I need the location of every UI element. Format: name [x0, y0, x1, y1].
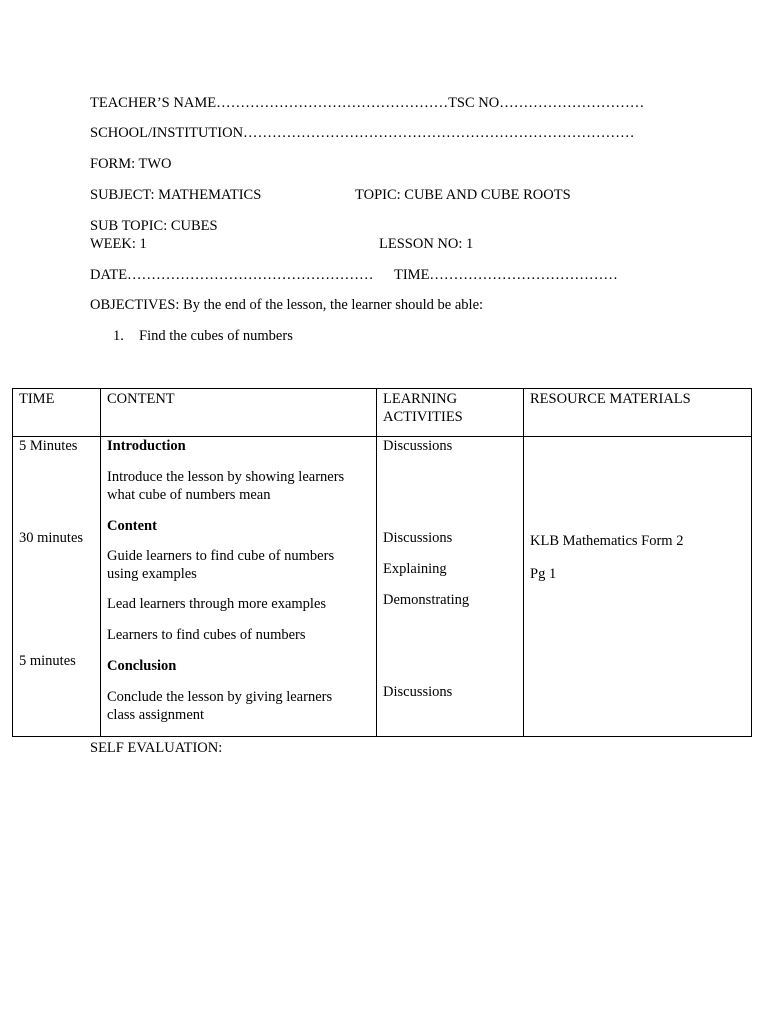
time-content: 30 minutes	[19, 530, 84, 546]
form-line: FORM: TWO	[90, 156, 172, 172]
lesson-no-line: LESSON NO: 1	[379, 236, 474, 252]
resource-page: Pg 1	[530, 566, 557, 582]
objective-item-number: 1.	[113, 328, 124, 344]
activity-content-1: Discussions	[383, 530, 453, 546]
activity-content-3: Demonstrating	[383, 592, 470, 608]
content-p2: Lead learners through more examples	[107, 596, 327, 612]
header-learning-activities-label	[383, 389, 523, 426]
intro-line1: Introduce the lesson by showing learners	[107, 469, 345, 485]
objectives-line: OBJECTIVES: By the end of the lesson, the learner should be able:	[90, 297, 484, 313]
date-line: DATE……………………………………………	[90, 267, 374, 283]
lesson-plan-table	[12, 388, 752, 737]
time-cell	[13, 437, 101, 737]
header-resource-label: RESOURCE MATERIALS	[530, 391, 691, 407]
topic-line: TOPIC: CUBE AND CUBE ROOTS	[355, 187, 571, 203]
resources-cell	[524, 437, 752, 737]
header-time-label: TIME	[19, 391, 55, 407]
self-evaluation-label: SELF EVALUATION:	[90, 740, 223, 756]
resource-book: KLB Mathematics Form 2	[530, 533, 684, 549]
content-p1-line2: using examples	[107, 566, 197, 582]
header-time	[13, 389, 101, 437]
conclusion-line1: Conclude the lesson by giving learners	[107, 689, 333, 705]
content-p1-line1: Guide learners to find cube of numbers	[107, 548, 335, 564]
content-p3: Learners to find cubes of numbers	[107, 627, 306, 643]
activity-intro: Discussions	[383, 438, 453, 454]
conclusion-title: Conclusion	[107, 658, 177, 674]
time-line: TIME…………………………………	[394, 267, 618, 283]
sub-topic-line: SUB TOPIC: CUBES	[90, 218, 218, 234]
teacher-name-line: TEACHER’S NAME…………………………………………TSC NO…………………………	[90, 95, 645, 111]
conclusion-line2: class assignment	[107, 707, 205, 723]
time-conclusion: 5 minutes	[19, 653, 76, 669]
header-resource-materials	[524, 389, 752, 437]
time-intro: 5 Minutes	[19, 438, 78, 454]
header-learning-activities	[377, 389, 524, 437]
activity-conclusion: Discussions	[383, 684, 453, 700]
table-row	[13, 437, 752, 737]
activities-cell	[377, 437, 524, 737]
week-line: WEEK: 1	[90, 236, 147, 252]
activity-content-2: Explaining	[383, 561, 447, 577]
subject-line: SUBJECT: MATHEMATICS	[90, 187, 262, 203]
school-line: SCHOOL/INSTITUTION………………………………………………………………………	[90, 125, 635, 141]
content-cell	[101, 437, 377, 737]
intro-line2: what cube of numbers mean	[107, 487, 271, 503]
content-title: Content	[107, 518, 157, 534]
objective-item-text: Find the cubes of numbers	[139, 328, 293, 344]
header-content-label: CONTENT	[107, 391, 175, 407]
intro-title: Introduction	[107, 438, 186, 454]
header-learning-line1: LEARNING	[383, 391, 458, 407]
header-content	[101, 389, 377, 437]
header-learning-line2: ACTIVITIES	[383, 409, 463, 425]
table-header-row	[13, 389, 752, 437]
